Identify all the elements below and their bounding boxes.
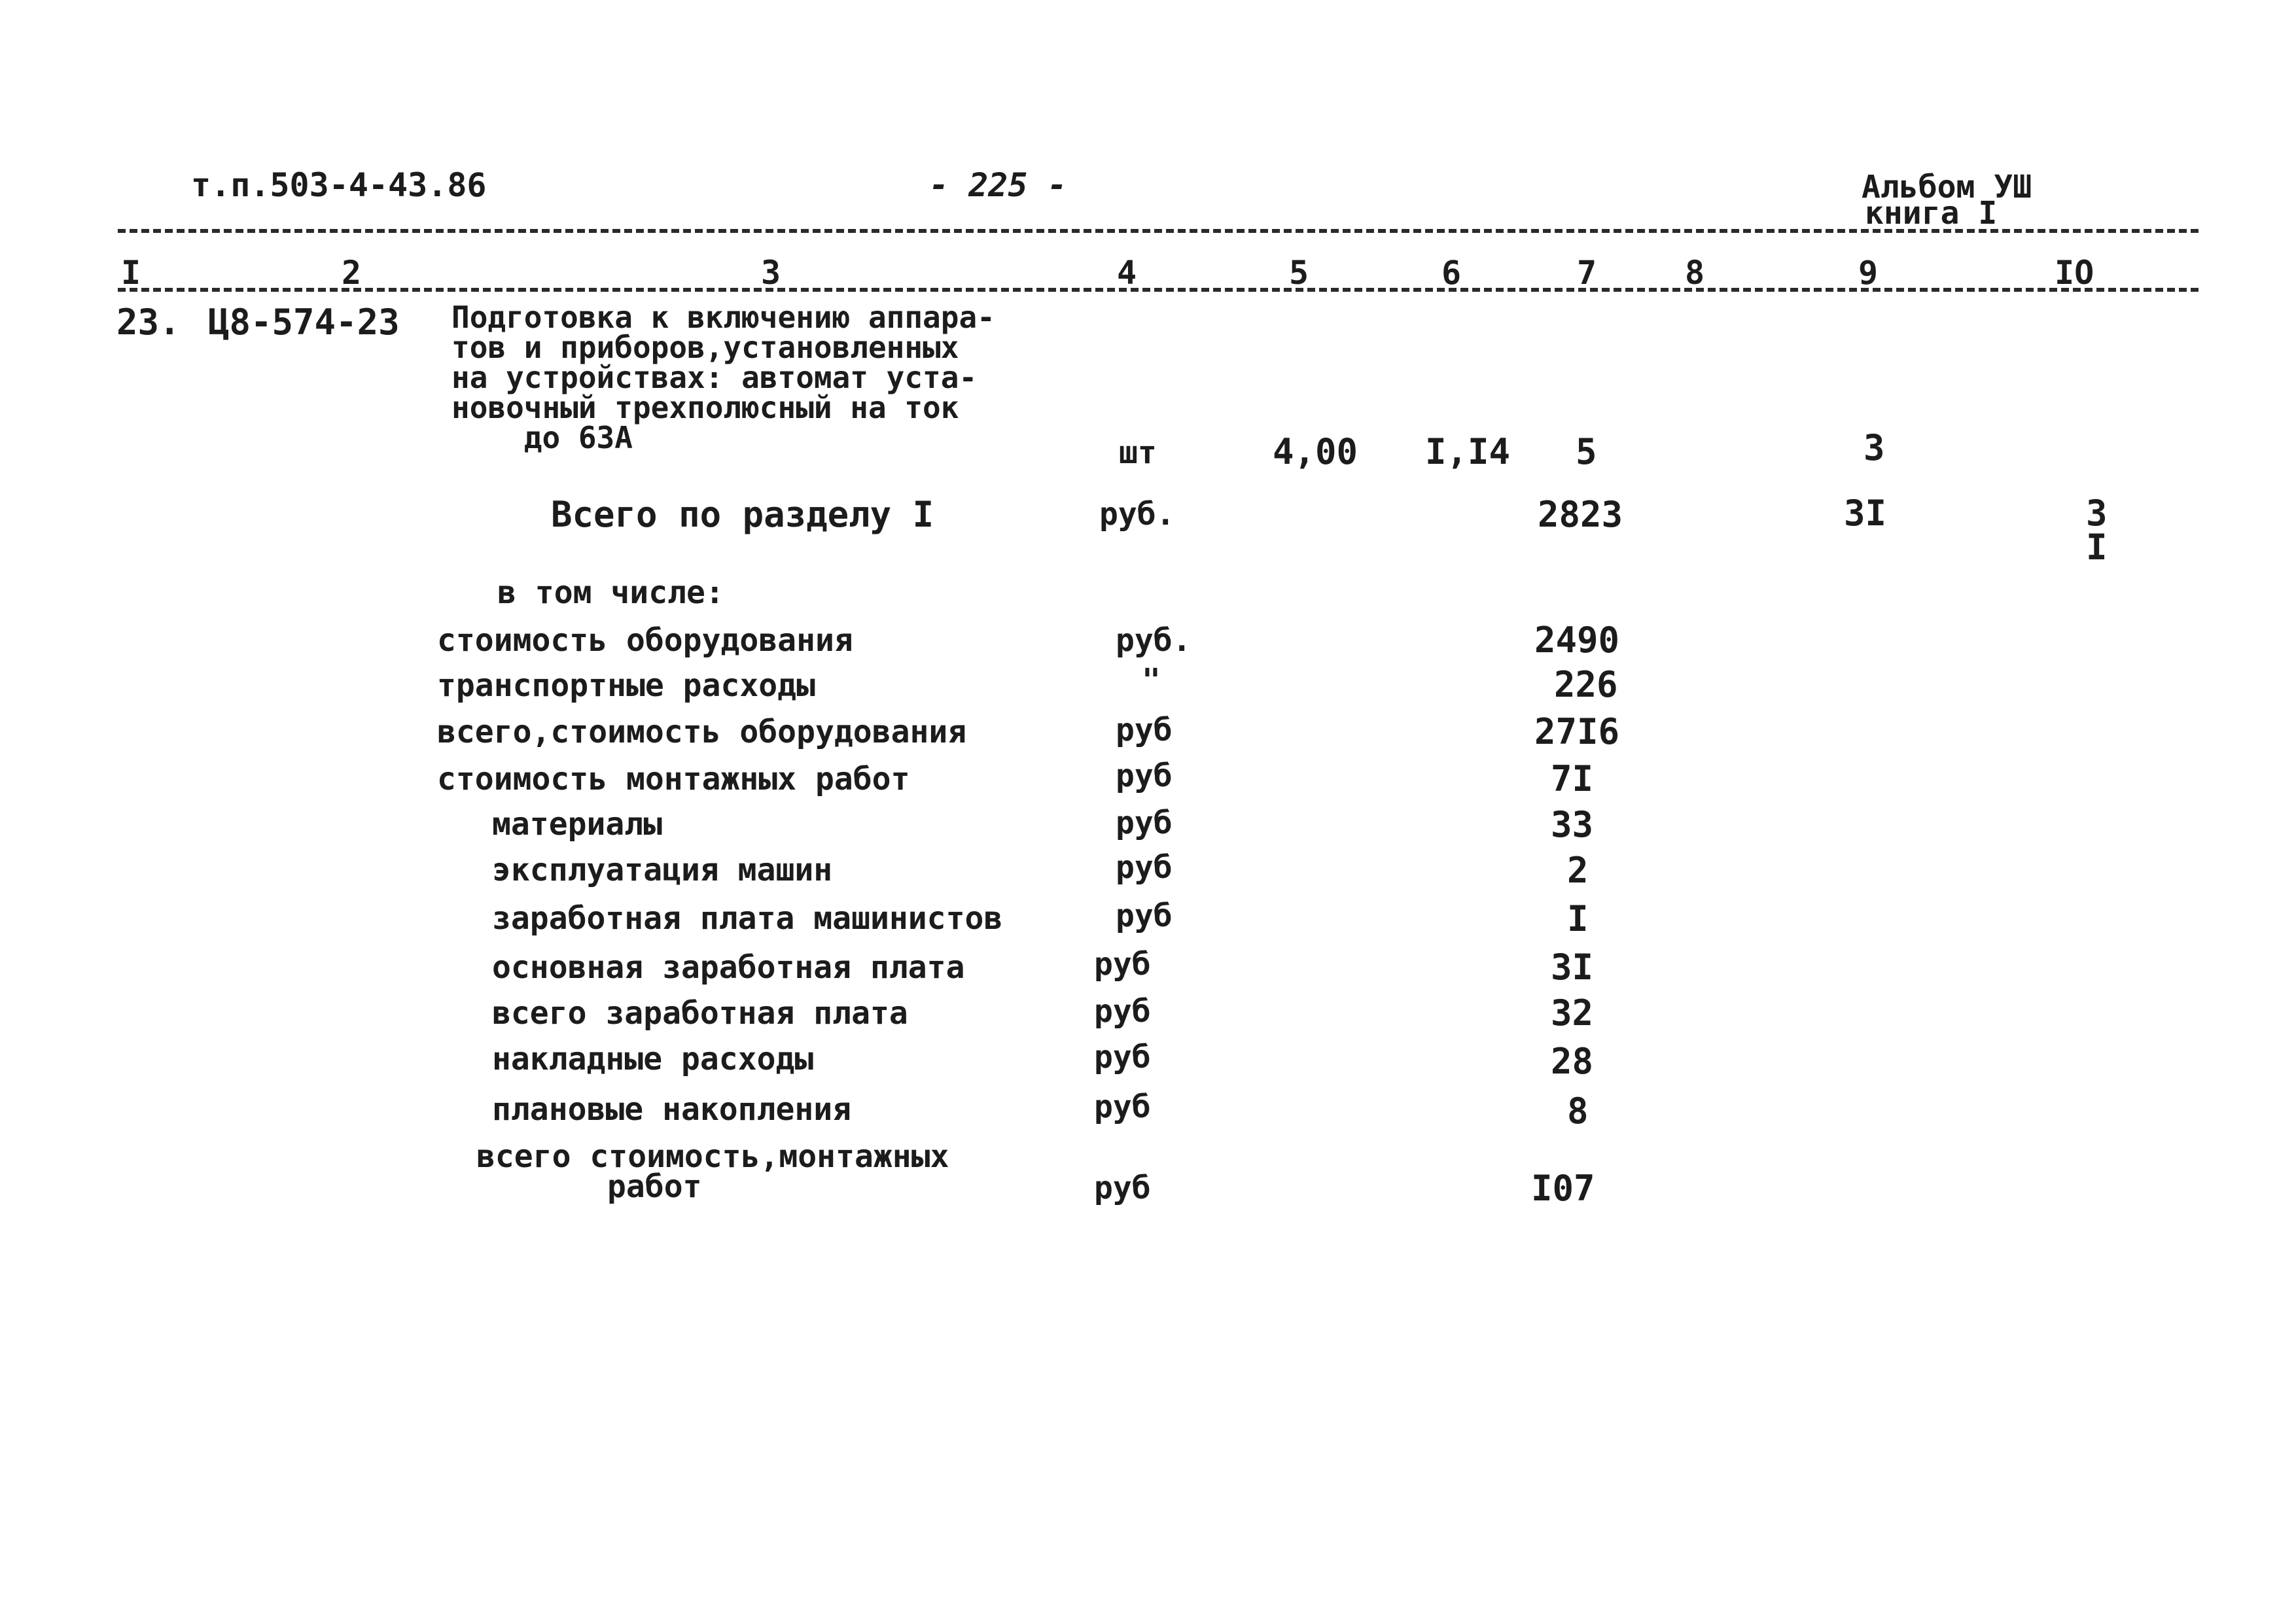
item-description-line: Подготовка к включению аппара- (451, 300, 995, 335)
breakdown-unit: руб (1116, 898, 1173, 934)
breakdown-unit: руб (1094, 1089, 1151, 1125)
breakdown-unit: " (1142, 662, 1161, 699)
breakdown-label: эксплуатация машин (492, 852, 833, 888)
breakdown-label: стоимость оборудования (437, 622, 853, 659)
breakdown-value: 7I (1551, 758, 1594, 799)
column-number-7: 7 (1577, 254, 1597, 292)
item-cost: 5 (1576, 431, 1597, 472)
breakdown-value: 2 (1567, 850, 1589, 891)
breakdown-unit: руб (1116, 712, 1173, 748)
book-label: книга I (1865, 195, 1998, 232)
breakdown-label: плановые накопления (492, 1091, 852, 1128)
item-quantity: 4,00 (1273, 431, 1358, 472)
item-col9: 3 (1863, 427, 1885, 468)
final-total-unit: руб (1094, 1170, 1151, 1206)
breakdown-unit: руб (1094, 993, 1151, 1030)
section-total-col10-bottom: I (2086, 527, 2108, 568)
breakdown-label: транспортные расходы (437, 667, 815, 704)
document-code: т.п.503-4-43.86 (191, 166, 487, 204)
breakdown-label: материалы (492, 806, 663, 843)
column-number-10: IO (2055, 254, 2094, 292)
item-description-line: тов и приборов,установленных (451, 330, 959, 365)
breakdown-unit: руб (1116, 758, 1173, 794)
breakdown-value: 28 (1551, 1041, 1594, 1082)
section-total-label: Всего по разделу I (551, 494, 934, 535)
breakdown-label: основная заработная плата (492, 949, 965, 986)
section-total-col10-top: 3 (2086, 493, 2108, 534)
section-total-unit: руб. (1099, 496, 1175, 532)
page-number: - 225 - (929, 166, 1067, 204)
breakdown-label: стоимость монтажных работ (437, 761, 910, 797)
item-coefficient: I,I4 (1425, 431, 1511, 472)
breakdown-value: 8 (1567, 1091, 1589, 1132)
breakdown-value: 2490 (1534, 620, 1620, 661)
header-separator (118, 229, 2199, 233)
final-total-label-line1: всего стоимость,монтажных (476, 1138, 949, 1175)
column-number-4: 4 (1117, 254, 1137, 292)
column-separator (118, 288, 2199, 292)
item-description-line: до 63А (451, 420, 633, 455)
column-number-1: I (121, 254, 141, 292)
item-code: Ц8-574-23 (208, 302, 400, 343)
breakdown-label: всего,стоимость оборудования (437, 714, 967, 750)
column-number-9: 9 (1858, 254, 1879, 292)
breakdown-unit: руб (1116, 805, 1173, 841)
section-total-col9: 3I (1844, 493, 1887, 534)
breakdown-label: заработная плата машинистов (492, 900, 1003, 937)
item-number: 23. (116, 302, 181, 343)
breakdown-value: 226 (1554, 664, 1618, 705)
column-number-3: 3 (761, 254, 781, 292)
breakdown-unit: руб (1094, 1039, 1151, 1075)
column-number-6: 6 (1441, 254, 1462, 292)
breakdown-value: 3I (1551, 947, 1594, 988)
item-description-line: новочный трехполюсный на ток (451, 390, 959, 425)
breakdown-value: I (1567, 898, 1589, 939)
breakdown-unit: руб. (1116, 622, 1192, 659)
item-description (451, 302, 995, 453)
section-total-value: 2823 (1538, 494, 1623, 535)
column-number-8: 8 (1685, 254, 1705, 292)
breakdown-value: 27I6 (1534, 711, 1620, 752)
breakdown-unit: руб (1116, 849, 1173, 886)
breakdown-value: 32 (1551, 992, 1594, 1034)
column-number-2: 2 (342, 254, 362, 292)
item-unit: шт (1119, 434, 1157, 471)
album-label: Альбом УШ (1862, 169, 2032, 205)
breakdown-unit: руб (1094, 946, 1151, 983)
including-label: в том числе: (497, 574, 724, 611)
breakdown-label: всего заработная плата (492, 995, 908, 1032)
item-description-line: на устройствах: автомат уста- (451, 360, 978, 395)
column-number-5: 5 (1289, 254, 1309, 292)
breakdown-value: 33 (1551, 804, 1594, 845)
final-total-label-line2: работ (607, 1168, 702, 1205)
breakdown-label: накладные расходы (492, 1041, 814, 1077)
final-total-value: I07 (1531, 1168, 1595, 1209)
